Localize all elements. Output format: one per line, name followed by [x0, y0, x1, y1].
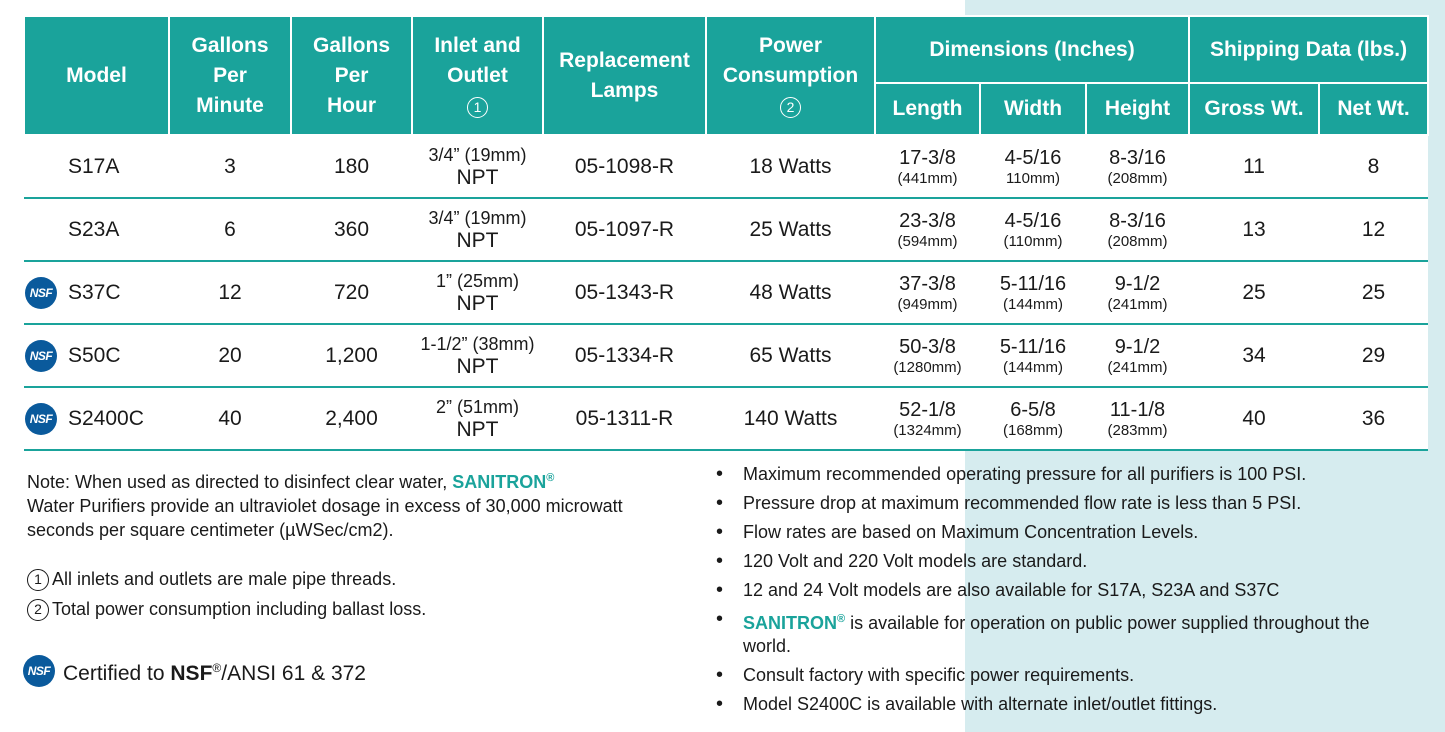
height-cell [1086, 261, 1189, 324]
inlet-cell [412, 261, 543, 324]
bullet-item: • 12 and 24 Volt models are also available for S17A, S23A and S37C [713, 579, 1413, 602]
length-cell [875, 198, 980, 261]
certification-line: NSF Certified to NSF®/ANSI 61 & 372 [23, 652, 366, 690]
nsf-logo-icon: NSF [23, 655, 55, 687]
height-in: 8-3/16 [1109, 209, 1166, 232]
height-in: 9-1/2 [1114, 272, 1161, 295]
length-in: 23-3/8 [899, 209, 956, 232]
power-cell: 65 Watts [706, 324, 875, 387]
header-model: Model [24, 16, 169, 135]
length-in: 52-1/8 [899, 398, 956, 421]
inlet-size: 3/4” (19mm) [428, 207, 527, 228]
length-mm: (594mm) [897, 232, 958, 250]
gph-cell: 720 [291, 261, 412, 324]
lamp-cell: 05-1311-R [543, 387, 706, 450]
length-cell [875, 261, 980, 324]
header-width: Width [980, 83, 1086, 135]
height-mm: (208mm) [1107, 169, 1168, 187]
height-mm: (241mm) [1107, 295, 1168, 313]
width-mm: (168mm) [1002, 421, 1063, 439]
model-name: S17A [68, 154, 120, 178]
footnote-1-number: 1 [27, 569, 49, 591]
header-gph: Gallons Per Hour [291, 16, 412, 135]
brand-name: SANITRON® [743, 613, 846, 633]
gross-cell: 40 [1189, 387, 1319, 450]
height-cell [1086, 324, 1189, 387]
note-suffix: Water Purifiers provide an ultraviolet dosage in excess of 30,000 microwatt seconds per square centimeter (µWSec/cm2). [27, 496, 623, 540]
height-in: 9-1/2 [1114, 335, 1161, 358]
model-name: S50C [68, 343, 121, 367]
gross-cell: 13 [1189, 198, 1319, 261]
length-in: 37-3/8 [899, 272, 956, 295]
inlet-size: 3/4” (19mm) [428, 144, 527, 165]
length-mm: (441mm) [897, 169, 958, 187]
model-cell [24, 324, 169, 387]
header-lamps: Replacement Lamps [543, 16, 706, 135]
inlet-cell [412, 324, 543, 387]
inlet-type: NPT [456, 291, 499, 315]
lamp-cell: 05-1097-R [543, 198, 706, 261]
footnote-1-marker: 1 [467, 97, 488, 118]
header-net: Net Wt. [1319, 83, 1428, 135]
lamp-cell: 05-1343-R [543, 261, 706, 324]
height-in: 8-3/16 [1109, 146, 1166, 169]
gpm-cell: 20 [169, 324, 291, 387]
width-in: 6-5/8 [1010, 398, 1056, 421]
length-in: 50-3/8 [899, 335, 956, 358]
power-cell: 48 Watts [706, 261, 875, 324]
nsf-logo-icon: NSF [25, 277, 57, 309]
net-cell: 25 [1319, 261, 1428, 324]
gross-cell: 34 [1189, 324, 1319, 387]
inlet-type: NPT [456, 228, 499, 252]
height-mm: (283mm) [1107, 421, 1168, 439]
length-mm: (949mm) [897, 295, 958, 313]
inlet-size: 1” (25mm) [435, 270, 519, 291]
width-in: 5-11/16 [999, 335, 1067, 358]
net-cell: 12 [1319, 198, 1428, 261]
inlet-type: NPT [456, 417, 499, 441]
length-in: 17-3/8 [899, 146, 956, 169]
width-cell [980, 261, 1086, 324]
model-cell [24, 387, 169, 450]
net-cell: 29 [1319, 324, 1428, 387]
width-in: 4-5/16 [1004, 209, 1062, 232]
height-mm: (208mm) [1107, 232, 1168, 250]
width-in: 5-11/16 [999, 272, 1067, 295]
gpm-cell: 12 [169, 261, 291, 324]
height-cell [1086, 135, 1189, 198]
length-cell [875, 324, 980, 387]
brand-name: SANITRON® [452, 472, 555, 492]
model-cell [24, 198, 169, 261]
width-cell [980, 135, 1086, 198]
model-cell [24, 135, 169, 198]
header-power: Power Consumption 2 [706, 16, 875, 135]
header-gpm: Gallons Per Minute [169, 16, 291, 135]
lamp-cell: 05-1334-R [543, 324, 706, 387]
inlet-type: NPT [456, 165, 499, 189]
header-gross: Gross Wt. [1189, 83, 1319, 135]
net-cell: 8 [1319, 135, 1428, 198]
footnote-1: 1 All inlets and outlets are male pipe threads. [27, 564, 426, 594]
header-inlet: Inlet and Outlet 1 [412, 16, 543, 135]
lamp-cell: 05-1098-R [543, 135, 706, 198]
bullet-item: • SANITRON® is available for operation on public power supplied throughout the world. [713, 608, 1413, 658]
net-cell: 36 [1319, 387, 1428, 450]
length-cell [875, 387, 980, 450]
footnote-2: 2 Total power consumption including ballast loss. [27, 594, 426, 624]
gpm-cell: 40 [169, 387, 291, 450]
nsf-logo-icon: NSF [25, 340, 57, 372]
model-name: S37C [68, 280, 121, 304]
model-name: S23A [68, 217, 120, 241]
length-mm: (1280mm) [893, 358, 962, 376]
table-row [24, 135, 1428, 198]
inlet-cell [412, 198, 543, 261]
inlet-size: 1-1/2” (38mm) [420, 333, 535, 354]
disinfection-note [27, 466, 667, 542]
gph-cell: 360 [291, 198, 412, 261]
height-mm: (241mm) [1107, 358, 1168, 376]
length-cell [875, 135, 980, 198]
table-row [24, 261, 1428, 324]
bullet-item: • Consult factory with specific power requirements. [713, 664, 1413, 687]
gross-cell: 11 [1189, 135, 1319, 198]
height-cell [1086, 387, 1189, 450]
spec-table [23, 15, 1429, 451]
footnotes [27, 564, 426, 624]
header-shipping: Shipping Data (lbs.) [1189, 16, 1428, 83]
inlet-type: NPT [456, 354, 499, 378]
inlet-size: 2” (51mm) [435, 396, 519, 417]
footnote-2-marker: 2 [780, 97, 801, 118]
header-height: Height [1086, 83, 1189, 135]
width-mm: (110mm) [1003, 232, 1063, 250]
gph-cell: 2,400 [291, 387, 412, 450]
width-in: 4-5/16 [1004, 146, 1062, 169]
power-cell: 18 Watts [706, 135, 875, 198]
header-row [24, 16, 1428, 83]
nsf-logo-icon: NSF [25, 403, 57, 435]
header-dimensions: Dimensions (Inches) [875, 16, 1189, 83]
model-cell [24, 261, 169, 324]
note-prefix: Note: When used as directed to disinfect clear water, [27, 472, 448, 492]
gpm-cell: 3 [169, 135, 291, 198]
model-name: S2400C [68, 406, 144, 430]
height-cell [1086, 198, 1189, 261]
gph-cell: 1,200 [291, 324, 412, 387]
width-cell [980, 198, 1086, 261]
inlet-cell [412, 135, 543, 198]
table-row [24, 324, 1428, 387]
bullet-item: • Model S2400C is available with alternate inlet/outlet fittings. [713, 693, 1413, 716]
power-cell: 140 Watts [706, 387, 875, 450]
table-row [24, 387, 1428, 450]
bullet-item: • Pressure drop at maximum recommended flow rate is less than 5 PSI. [713, 492, 1413, 515]
height-in: 11-1/8 [1109, 398, 1166, 421]
bullet-item: • Maximum recommended operating pressure for all purifiers is 100 PSI. [713, 463, 1413, 486]
width-mm: 110mm) [1006, 169, 1060, 187]
width-cell [980, 387, 1086, 450]
gross-cell: 25 [1189, 261, 1319, 324]
width-mm: (144mm) [1002, 358, 1063, 376]
width-mm: (144mm) [1002, 295, 1063, 313]
inlet-cell [412, 387, 543, 450]
bullet-item: • 120 Volt and 220 Volt models are standard. [713, 550, 1413, 573]
footnote-2-number: 2 [27, 599, 49, 621]
feature-bullets [713, 463, 1413, 722]
gpm-cell: 6 [169, 198, 291, 261]
power-cell: 25 Watts [706, 198, 875, 261]
width-cell [980, 324, 1086, 387]
gph-cell: 180 [291, 135, 412, 198]
length-mm: (1324mm) [893, 421, 962, 439]
bullet-item: • Flow rates are based on Maximum Concentration Levels. [713, 521, 1413, 544]
table-row [24, 198, 1428, 261]
header-length: Length [875, 83, 980, 135]
